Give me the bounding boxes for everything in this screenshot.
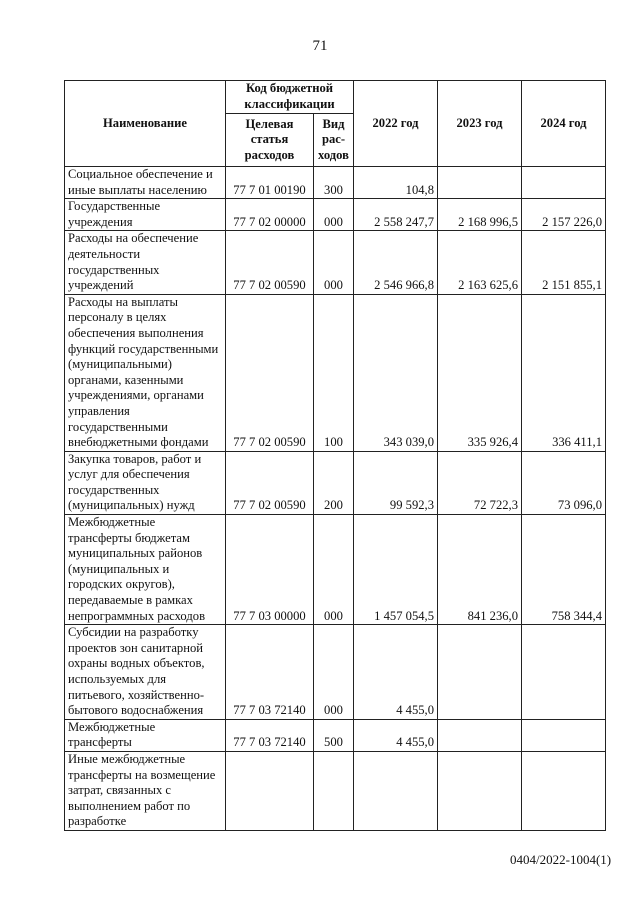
row-target-article: 77 7 01 00190 [226,167,314,199]
row-expense-type: 300 [314,167,354,199]
row-expense-type: 000 [314,515,354,625]
row-name: Государственные учреждения [65,199,226,231]
row-name: Расходы на обеспечение деятельности государственных учреждений [65,231,226,294]
budget-table [64,80,606,831]
row-2023: 72 722,3 [438,451,522,514]
page-number: 71 [312,38,328,54]
header-2022: 2022 год [354,81,438,167]
table-body [65,167,606,831]
header-name: Наименование [65,81,226,167]
row-2024 [522,625,606,720]
row-name: Иные межбюджетные трансферты на возмещение затрат, связанных с выполнением работ по разработке [65,751,226,830]
row-name: Субсидии на разработку проектов зон санитарной охраны водных объектов, используемых для питьевого, хозяйственно-бытового водоснабжения [65,625,226,720]
row-2022: 343 039,0 [354,294,438,451]
row-expense-type: 000 [314,199,354,231]
row-target-article: 77 7 03 72140 [226,719,314,751]
row-2023: 335 926,4 [438,294,522,451]
row-2022: 2 546 966,8 [354,231,438,294]
row-2024: 2 151 855,1 [522,231,606,294]
row-target-article: 77 7 03 72140 [226,625,314,720]
table-row [65,625,606,720]
row-2024 [522,719,606,751]
table-row [65,231,606,294]
table-row [65,294,606,451]
table-row [65,451,606,514]
row-2022: 104,8 [354,167,438,199]
row-2023 [438,751,522,830]
row-2023: 2 168 996,5 [438,199,522,231]
row-expense-type: 000 [314,231,354,294]
row-2024: 336 411,1 [522,294,606,451]
row-target-article [226,751,314,830]
row-expense-type: 500 [314,719,354,751]
row-2023: 2 163 625,6 [438,231,522,294]
header-budget-code: Код бюджетной классификации [226,81,354,114]
table-row [65,751,606,830]
row-name: Межбюджетные трансферты [65,719,226,751]
row-target-article: 77 7 02 00590 [226,294,314,451]
row-2024 [522,751,606,830]
row-2022: 1 457 054,5 [354,515,438,625]
row-2022: 4 455,0 [354,719,438,751]
row-target-article: 77 7 02 00000 [226,199,314,231]
row-name: Социальное обеспечение и иные выплаты населению [65,167,226,199]
document-code: 0404/2022-1004(1) [510,852,612,867]
header-2024: 2024 год [522,81,606,167]
row-expense-type: 000 [314,625,354,720]
row-name: Межбюджетные трансферты бюджетам муниципальных районов (муниципальных и городских округов), передаваемые в рамках непрограммных расходов [65,515,226,625]
row-2023: 841 236,0 [438,515,522,625]
row-2023 [438,167,522,199]
row-2024: 73 096,0 [522,451,606,514]
row-2022: 2 558 247,7 [354,199,438,231]
row-2024: 2 157 226,0 [522,199,606,231]
row-target-article: 77 7 02 00590 [226,231,314,294]
row-expense-type: 200 [314,451,354,514]
row-2022: 4 455,0 [354,625,438,720]
header-expense-type: Вид рас-ходов [314,114,354,167]
row-2023 [438,719,522,751]
row-2022 [354,751,438,830]
table-header-row [65,81,606,114]
row-2024 [522,167,606,199]
row-name: Расходы на выплаты персоналу в целях обеспечения выполнения функций государственными (муниципальными) органами, казенными учреждениями, органами управления государственными внебюджетными фондами [65,294,226,451]
row-target-article: 77 7 02 00590 [226,451,314,514]
row-2023 [438,625,522,720]
row-2024: 758 344,4 [522,515,606,625]
table-row [65,719,606,751]
row-target-article: 77 7 03 00000 [226,515,314,625]
row-expense-type [314,751,354,830]
row-name: Закупка товаров, работ и услуг для обеспечения государственных (муниципальных) нужд [65,451,226,514]
table-row [65,167,606,199]
table-row [65,199,606,231]
row-2022: 99 592,3 [354,451,438,514]
header-target-article: Целевая статья расходов [226,114,314,167]
header-2023: 2023 год [438,81,522,167]
row-expense-type: 100 [314,294,354,451]
table-row [65,515,606,625]
